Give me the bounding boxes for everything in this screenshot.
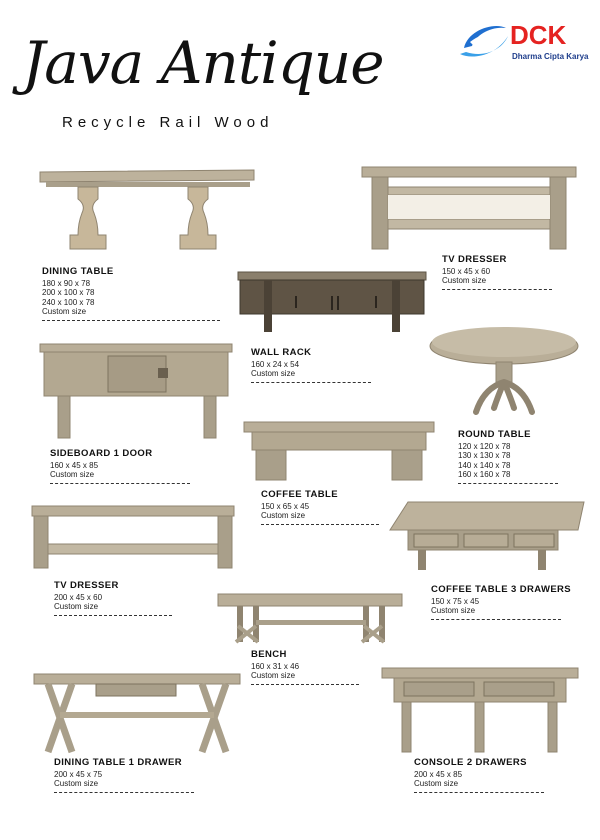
product-size: 200 x 45 x 75 bbox=[54, 769, 103, 779]
product-name: CONSOLE 2 DRAWERS bbox=[414, 757, 527, 768]
caption-coffee-table bbox=[261, 490, 379, 525]
product-name: WALL RACK bbox=[251, 347, 312, 358]
dashed-divider bbox=[54, 792, 194, 793]
product-image-wall-rack bbox=[236, 270, 428, 334]
catalog-subtitle: Recycle Rail Wood bbox=[62, 114, 274, 131]
caption-bench bbox=[251, 650, 359, 685]
product-note: Custom size bbox=[251, 671, 296, 680]
dashed-divider bbox=[261, 524, 379, 525]
dashed-divider bbox=[251, 382, 371, 383]
product-image-bench bbox=[216, 592, 404, 650]
product-note: Custom size bbox=[54, 779, 99, 788]
product-size: 150 x 45 x 60 bbox=[442, 266, 491, 276]
product-name: DINING TABLE bbox=[42, 266, 114, 277]
swoosh-icon bbox=[458, 20, 510, 64]
caption-console-2-drawers bbox=[414, 758, 544, 793]
product-size: 150 x 65 x 45 bbox=[261, 501, 310, 511]
product-note: Custom size bbox=[251, 369, 296, 378]
product-note: Custom size bbox=[261, 511, 306, 520]
dashed-divider bbox=[458, 483, 558, 484]
product-name: COFFEE TABLE 3 DRAWERS bbox=[431, 584, 572, 595]
dashed-divider bbox=[414, 792, 544, 793]
product-note: Custom size bbox=[431, 606, 476, 615]
product-size: 140 x 140 x 78 bbox=[458, 460, 511, 470]
caption-dining-table-1-drawer bbox=[54, 758, 194, 793]
product-size: 150 x 75 x 45 bbox=[431, 596, 480, 606]
product-name: ROUND TABLE bbox=[458, 429, 531, 440]
dashed-divider bbox=[431, 619, 561, 620]
product-note: Custom size bbox=[50, 470, 95, 479]
product-image-coffee-table bbox=[242, 420, 436, 482]
product-size: 180 x 90 x 78 bbox=[42, 278, 91, 288]
dashed-divider bbox=[54, 615, 172, 616]
product-size: 160 x 45 x 85 bbox=[50, 460, 99, 470]
product-image-tv-dresser-top bbox=[360, 165, 578, 251]
caption-wall-rack bbox=[251, 348, 371, 383]
product-image-round-table bbox=[428, 326, 580, 420]
product-size: 200 x 100 x 78 bbox=[42, 288, 95, 297]
product-note: Custom size bbox=[414, 779, 459, 788]
product-size: 200 x 45 x 60 bbox=[54, 592, 103, 602]
product-size: 240 x 100 x 78 bbox=[42, 297, 95, 307]
catalog-title: Java Antique bbox=[22, 29, 384, 97]
product-name: COFFEE TABLE bbox=[261, 489, 338, 500]
product-note: Custom size bbox=[54, 602, 99, 611]
dashed-divider bbox=[50, 483, 190, 484]
product-name: BENCH bbox=[251, 649, 287, 660]
caption-tv-dresser-bottom bbox=[54, 581, 172, 616]
product-note: Custom size bbox=[442, 276, 487, 285]
product-size: 120 x 120 x 78 bbox=[458, 441, 511, 451]
caption-dining-table bbox=[42, 267, 220, 321]
dashed-divider bbox=[442, 289, 552, 290]
product-name: TV DRESSER bbox=[54, 580, 119, 591]
product-size: 160 x 31 x 46 bbox=[251, 661, 300, 671]
product-image-dining-table-1-drawer bbox=[32, 672, 242, 754]
logo-wordmark: DCK bbox=[510, 20, 567, 50]
product-image-tv-dresser-bottom bbox=[30, 504, 236, 570]
product-name: DINING TABLE 1 DRAWER bbox=[54, 757, 183, 768]
product-size: 130 x 130 x 78 bbox=[458, 451, 511, 460]
product-note: Custom size bbox=[42, 307, 87, 316]
product-size: 200 x 45 x 85 bbox=[414, 769, 463, 779]
product-size: 160 x 160 x 78 bbox=[458, 470, 511, 479]
caption-round-table bbox=[458, 430, 558, 484]
product-name: TV DRESSER bbox=[442, 254, 507, 265]
dashed-divider bbox=[42, 320, 220, 321]
caption-coffee-table-3-drawers bbox=[431, 584, 572, 620]
dashed-divider bbox=[251, 684, 359, 685]
product-name: SIDEBOARD 1 DOOR bbox=[50, 448, 153, 459]
product-image-dining-table bbox=[38, 162, 258, 258]
product-image-console-2-drawers bbox=[380, 666, 580, 754]
product-image-coffee-table-3-drawers bbox=[388, 500, 588, 572]
product-size: 160 x 24 x 54 bbox=[251, 359, 300, 369]
product-image-sideboard bbox=[38, 342, 234, 440]
caption-sideboard bbox=[50, 449, 190, 484]
brand-logo bbox=[458, 20, 588, 70]
logo-tagline: Dharma Cipta Karya bbox=[512, 52, 589, 61]
caption-tv-dresser-top bbox=[442, 255, 552, 290]
